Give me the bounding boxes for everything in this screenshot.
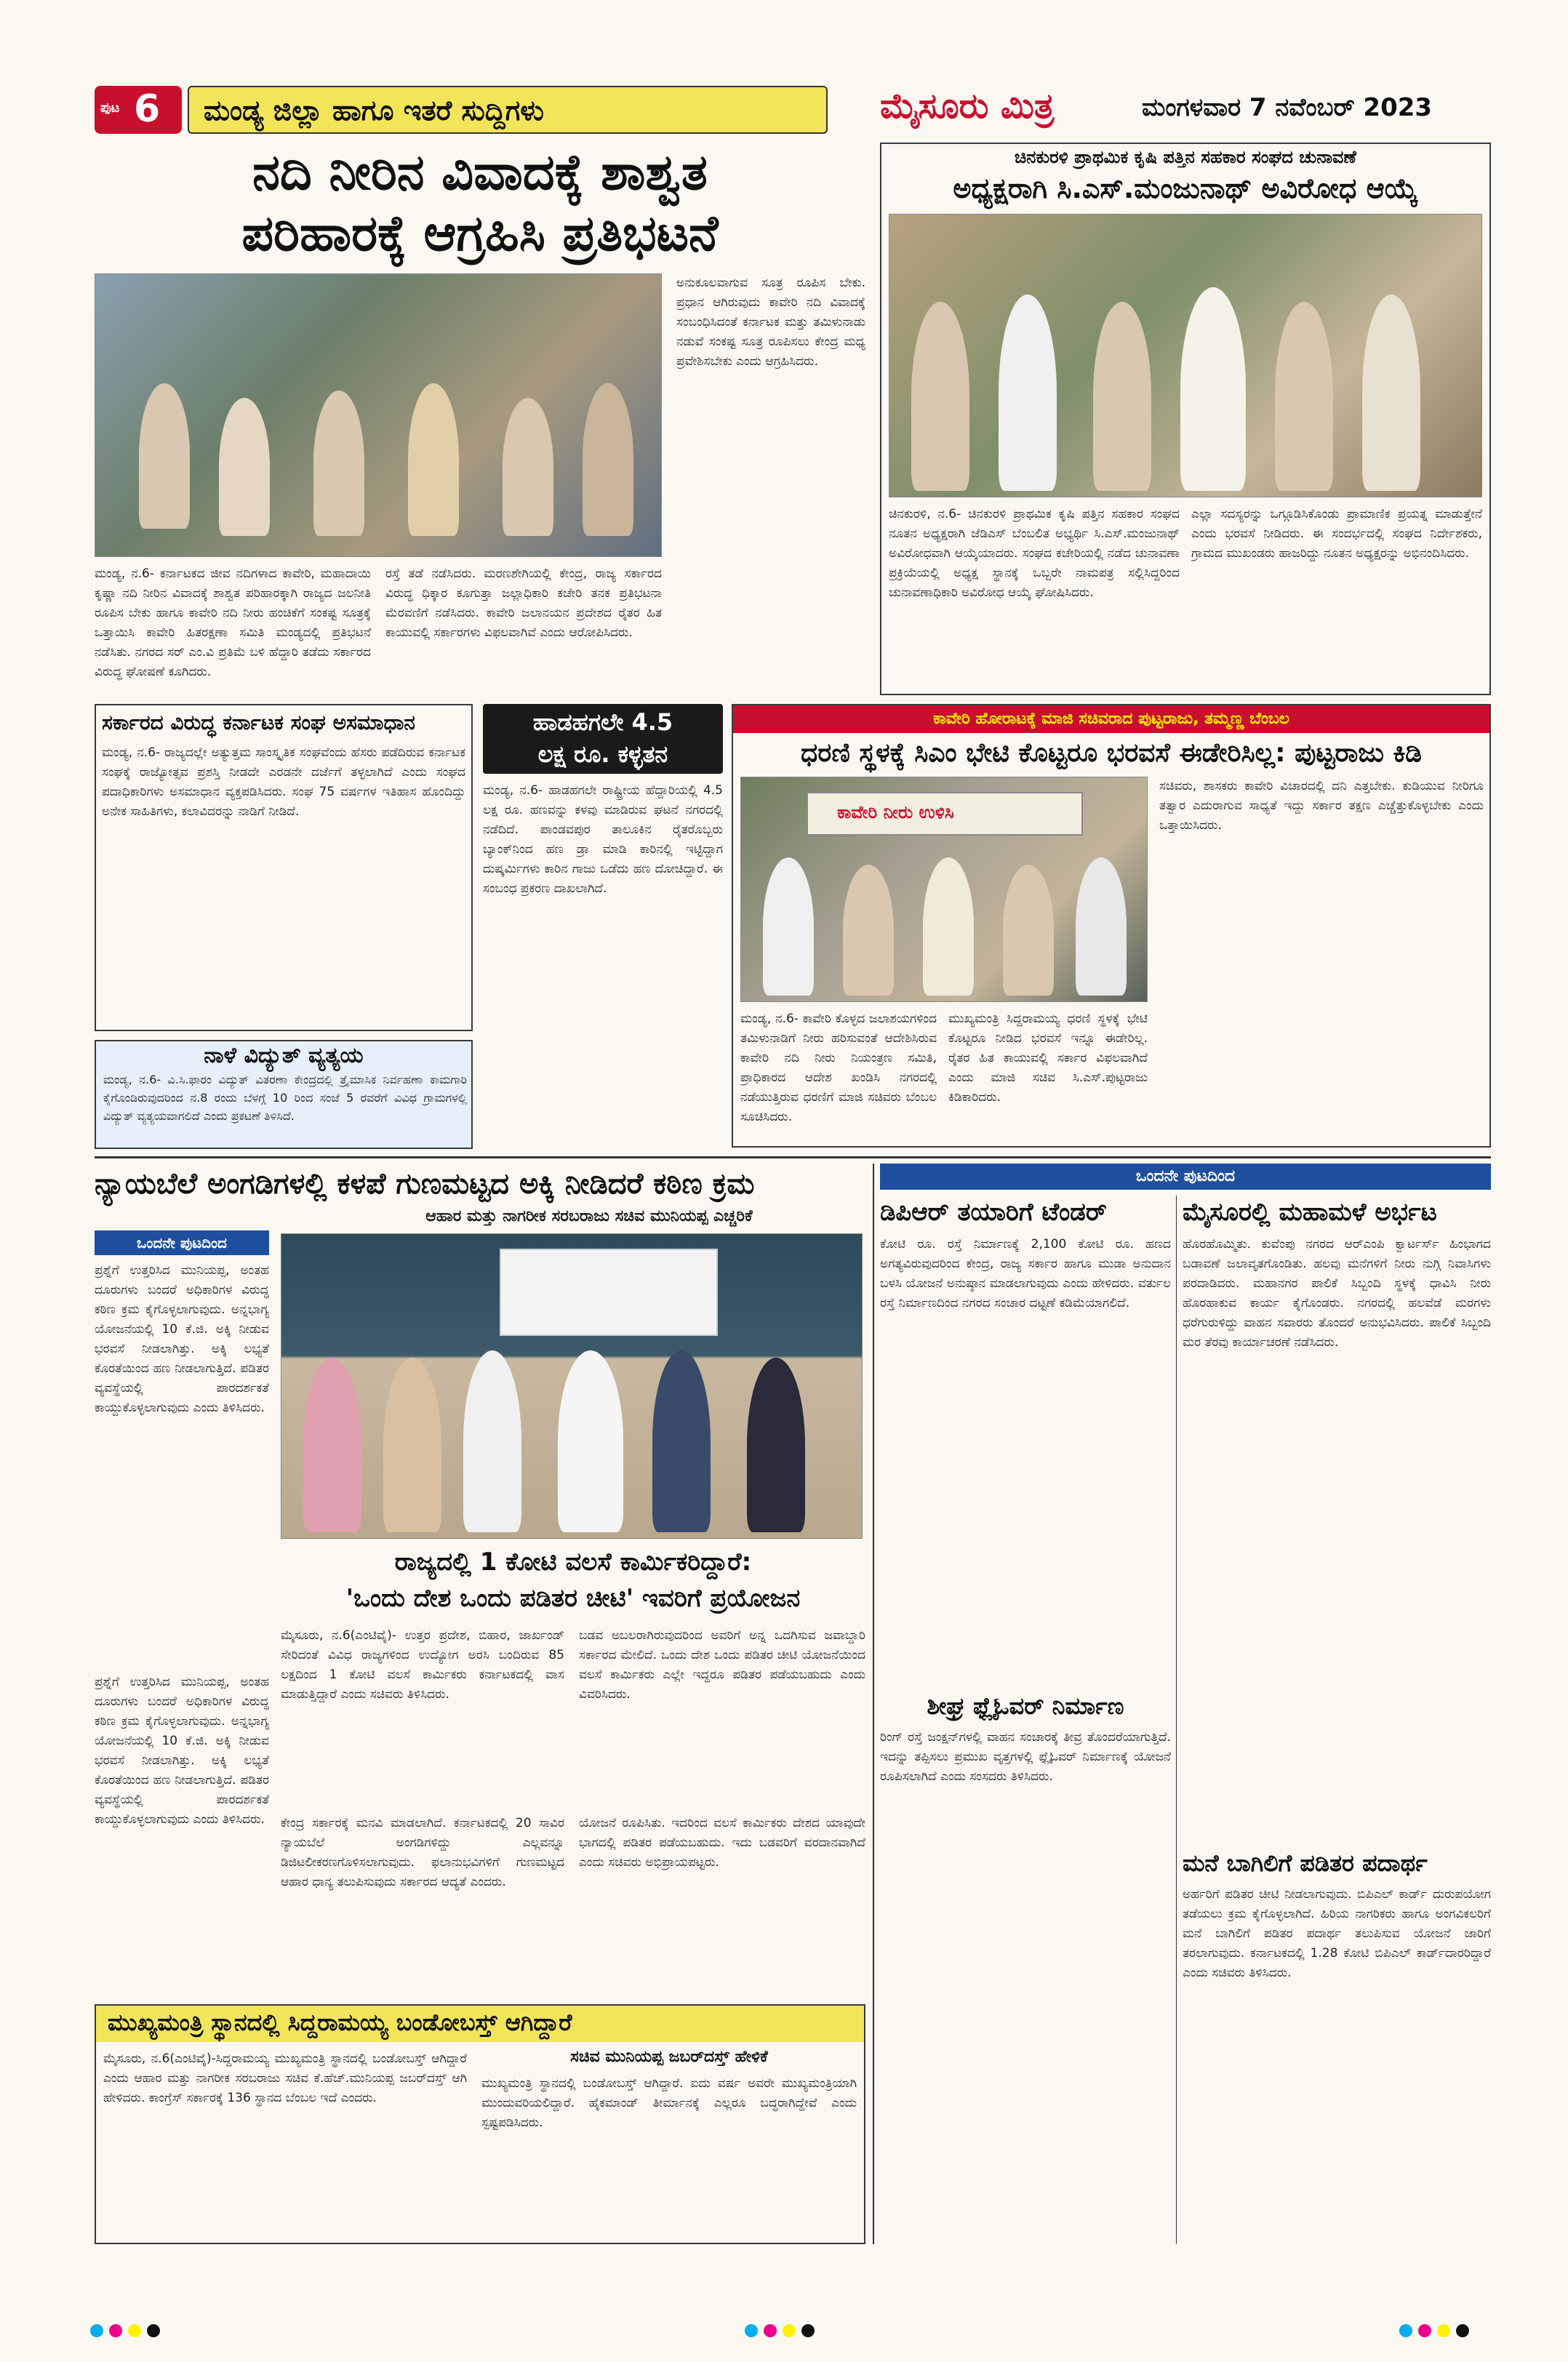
- story12-headline: ಮೈಸೂರಲ್ಲಿ ಮಹಾಮಳೆ ಅರ್ಭಟ: [1183, 1198, 1437, 1227]
- photo-dharani-protest: [740, 777, 1148, 1002]
- page-header: [95, 86, 1491, 134]
- stage-screen: [500, 1249, 718, 1336]
- story-puttaraju: [732, 704, 1491, 1148]
- masthead: ಮೈಸೂರು ಮಿತ್ರ: [880, 86, 1055, 127]
- story2-body-right: ಎಲ್ಲಾ ಸದಸ್ಯರನ್ನು ಒಗ್ಗೂಡಿಸಿಕೊಂಡು ಪ್ರಾಮಾಣಿಕ ಪ್ರಯತ್ನ ಮಾಡುತ್ತೇನೆ ಎಂದು ಭರವಸೆ ನೀಡಿದರು. ಈ ಸಂದರ್ಭದಲ್ಲಿ ಸಂಘದ ನಿರ್ದೇಶಕರು, ಗ್ರಾಮದ ಮುಖಂಡರು ಹಾಜರಿದ್ದು ನೂತನ ಅಧ್ಯಕ್ಷರನ್ನು ಅಭಿನಂದಿಸಿದರು.: [1191, 507, 1482, 561]
- story7-body: ಪ್ರಶ್ನೆಗೆ ಉತ್ತರಿಸಿದ ಮುನಿಯಪ್ಪ, ಅಂತಹ ದೂರುಗಳು ಬಂದರೆ ಅಧಿಕಾರಿಗಳ ವಿರುದ್ಧ ಕಠಿಣ ಕ್ರಮ ಕೈಗೊಳ್ಳಲಾಗುವುದು. ಅನ್ನಭಾಗ್ಯ ಯೋಜನೆಯಲ್ಲಿ 10 ಕೆ.ಜಿ. ಅಕ್ಕಿ ನೀಡುವ ಭರವಸೆ ನೀಡಲಾಗಿತ್ತು. ಅಕ್ಕಿ ಲಭ್ಯತೆ ಕೊರತೆಯಿಂದ ಹಣ ನೀಡಲಾಗುತ್ತಿದೆ. ಪಡಿತರ ವ್ಯವಸ್ಥೆಯಲ್ಲಿ ಪಾರದರ್ಶಕತೆ ಕಾಯ್ದುಕೊಳ್ಳಲಾಗುವುದು ಎಂದು ತಿಳಿಸಿದರು.: [95, 1263, 269, 1415]
- story8-body-left: ಮೈಸೂರು, ನ.6(ಎಂಟಿವೈ)- ಉತ್ತರ ಪ್ರದೇಶ, ಬಿಹಾರ, ಜಾರ್ಖಂಡ್ ಸೇರಿದಂತೆ ವಿವಿಧ ರಾಜ್ಯಗಳಿಂದ ಉದ್ಯೋಗ ಅರಸಿ ಬಂದಿರುವ 85 ಲಕ್ಷದಿಂದ 1 ಕೋಟಿ ವಲಸೆ ಕಾರ್ಮಿಕರು ಕರ್ನಾಟಕದಲ್ಲಿ ವಾಸ ಮಾಡುತ್ತಿದ್ದಾರೆ ಎಂದು ಸಚಿವರು ತಿಳಿಸಿದರು.: [281, 1628, 564, 1702]
- story-flyover: [880, 1690, 1171, 2243]
- story7-body-cont: ಪ್ರಶ್ನೆಗೆ ಉತ್ತರಿಸಿದ ಮುನಿಯಪ್ಪ, ಅಂತಹ ದೂರುಗಳು ಬಂದರೆ ಅಧಿಕಾರಿಗಳ ವಿರುದ್ಧ ಕಠಿಣ ಕ್ರಮ ಕೈಗೊಳ್ಳಲಾಗುವುದು. ಅನ್ನಭಾಗ್ಯ ಯೋಜನೆಯಲ್ಲಿ 10 ಕೆ.ಜಿ. ಅಕ್ಕಿ ನೀಡುವ ಭರವಸೆ ನೀಡಲಾಗಿತ್ತು. ಅಕ್ಕಿ ಲಭ್ಯತೆ ಕೊರತೆಯಿಂದ ಹಣ ನೀಡಲಾಗುತ್ತಿದೆ. ಪಡಿತರ ವ್ಯವಸ್ಥೆಯಲ್ಲಿ ಪಾರದರ್ಶಕತೆ ಕಾಯ್ದುಕೊಳ್ಳಲಾಗುವುದು ಎಂದು ತಿಳಿಸಿದರು.: [95, 1675, 269, 1827]
- story6-body-mid: ಮುಖ್ಯಮಂತ್ರಿ ಸಿದ್ದರಾಮಯ್ಯ ಧರಣಿ ಸ್ಥಳಕ್ಕೆ ಭೇಟಿ ಕೊಟ್ಟರೂ ನೀಡಿದ ಭರವಸೆ ಇನ್ನೂ ಈಡೇರಿಲ್ಲ. ರೈತರ ಹಿತ ಕಾಯುವಲ್ಲಿ ಸರ್ಕಾರ ವಿಫಲವಾಗಿದೆ ಎಂದು ಮಾಜಿ ಸಚಿವ ಸಿ.ಎಸ್.ಪುಟ್ಟರಾಜು ಕಿಡಿಕಾರಿದರು.: [948, 1012, 1148, 1105]
- registration-marks-left: [87, 2324, 163, 2340]
- story1-body-left: ಮಂಡ್ಯ, ನ.6- ಕರ್ನಾಟಕದ ಜೀವ ನದಿಗಳಾದ ಕಾವೇರಿ, ಮಹಾದಾಯಿ ಕೃಷ್ಣಾ ನದಿ ನೀರಿನ ವಿವಾದಕ್ಕೆ ಶಾಶ್ವತ ಪರಿಹಾರಕ್ಕಾಗಿ ರಾಜ್ಯದ ಜಲನೀತಿ ರೂಪಿಸ ಬೇಕು ಹಾಗೂ ಕಾವೇರಿ ನದಿ ನೀರು ಹಂಚಿಕೆಗೆ ಸಂಕಷ್ಟ ಸೂತ್ರಕ್ಕೆ ಒತ್ತಾಯಿಸಿ ಕಾವೇರಿ ಹಿತರಕ್ಷಣಾ ಸಮಿತಿ ಮಂಡ್ಯದಲ್ಲಿ ಪ್ರತಿಭಟನೆ ನಡೆಸಿತು. ನಗರದ ಸರ್ ಎಂ.ವಿ ಪ್ರತಿಮೆ ಬಳಿ ಹೆದ್ದಾರಿ ತಡೆದು ಸರ್ಕಾರದ ವಿರುದ್ಧ ಘೋಷಣೆ ಕೂಗಿದರು.: [95, 567, 371, 679]
- page-number-badge: [95, 86, 182, 134]
- story13-headline: ಮನೆ ಬಾಗಿಲಿಗೆ ಪಡಿತರ ಪದಾರ್ಥ: [1183, 1849, 1428, 1877]
- story-river-dispute: [95, 143, 865, 695]
- story1-body-right: ಅನುಕೂಲವಾಗುವ ಸೂತ್ರ ರೂಪಿಸ ಬೇಕು. ಪ್ರಧಾನ ಆಗಿರುವುದು ಕಾವೇರಿ ನದಿ ವಿವಾದಕ್ಕೆ ಸಂಬಂಧಿಸಿದಂತೆ ಕರ್ನಾಟಕ ಮತ್ತು ತಮಿಳುನಾಡು ನಡುವೆ ಸಂಕಷ್ಟ ಸೂತ್ರ ರೂಪಿಸಲು ಕೇಂದ್ರ ಮಧ್ಯ ಪ್ರವೇಶಿಸಬೇಕು ಎಂದು ಆಗ್ರಹಿಸಿದರು.: [676, 276, 865, 369]
- story8-headline-line1: ರಾಜ್ಯದಲ್ಲಿ 1 ಕೋಟಿ ವಲಸೆ ಕಾರ್ಮಿಕರಿದ್ದಾರೆ:: [394, 1548, 752, 1577]
- story13-body: ಅರ್ಹರಿಗೆ ಪಡಿತರ ಚೀಟಿ ನೀಡಲಾಗುವುದು. ಬಿಪಿಎಲ್ ಕಾರ್ಡ್ ದುರುಪಯೋಗ ತಡೆಯಲು ಕ್ರಮ ಕೈಗೊಳ್ಳಲಾಗಿದೆ. ಹಿರಿಯ ನಾಗರಿಕರು ಹಾಗೂ ಅಂಗವಿಕಲರಿಗೆ ಮನೆ ಬಾಗಿಲಿಗೆ ಪಡಿತರ ಪದಾರ್ಥ ತಲುಪಿಸುವ ಯೋಜನೆ ಜಾರಿಗೆ ತರಲಾಗುವುದು. ಕರ್ನಾಟಕದಲ್ಲಿ 1.28 ಕೋಟಿ ಬಿಪಿಎಲ್ ಕಾರ್ಡ್‌ದಾರರಿದ್ದಾರೆ ಎಂದು ಸಚಿವರು ತಿಳಿಸಿದರು.: [1183, 1887, 1491, 1980]
- theft-headline-box: [483, 704, 723, 774]
- story10-body: ಕೋಟಿ ರೂ. ರಸ್ತೆ ನಿರ್ಮಾಣಕ್ಕೆ 2,100 ಕೋಟಿ ರೂ. ಹಣದ ಅಗತ್ಯವಿರುವುದರಿಂದ ಕೇಂದ್ರ, ರಾಜ್ಯ ಸರ್ಕಾರ ಹಾಗೂ ಮುಡಾ ಅನುದಾನ ಬಳಸಿ ಯೋಜನೆ ಅನುಷ್ಠಾನ ಮಾಡಲಾಗುವುದು ಎಂದು ಹೇಳಿದರು. ವರ್ತುಲ ರಸ್ತೆ ನಿರ್ಮಾಣದಿಂದ ನಗರದ ಸಂಚಾರ ದಟ್ಟಣೆ ಕಡಿಮೆಯಾಗಲಿದೆ.: [880, 1237, 1171, 1310]
- protest-banner-text: ಕಾವೇರಿ ನೀರು ಉಳಿಸಿ: [837, 802, 954, 822]
- story1-body-mid: ರಸ್ತೆ ತಡೆ ನಡೆಸಿದರು. ಮರಣಶೇಗಿಯಲ್ಲಿ ಕೇಂದ್ರ, ರಾಜ್ಯ ಸರ್ಕಾರದ ವಿರುದ್ಧ ಧಿಕ್ಕಾರ ಕೂಗುತ್ತಾ ಜಲ್ಲಾಧಿಕಾರಿ ಕಚೇರಿ ತನಕ ಪ್ರತಿಭಟನಾ ಮೆರವಣಿಗೆ ನಡೆಸಿದರು. ಕಾವೇರಿ ಜಲಾನಯನ ಪ್ರದೇಶದ ರೈತರ ಹಿತ ಕಾಯುವಲ್ಲಿ ಸರ್ಕಾರಗಳು ವಿಫಲವಾಗಿವೆ ಎಂದು ಆರೋಪಿಸಿದರು.: [385, 567, 662, 640]
- story9-headline: ಮುಖ್ಯಮಂತ್ರಿ ಸ್ಥಾನದಲ್ಲಿ ಸಿದ್ದರಾಮಯ್ಯ ಬಂಡೋಬಸ್ತ್ ಆಗಿದ್ದಾರೆ: [108, 2009, 572, 2036]
- story9-body-left: ಮೈಸೂರು, ನ.6(ಎಂಟಿವೈ)-ಸಿದ್ದರಾಮಯ್ಯ ಮುಖ್ಯಮಂತ್ರಿ ಸ್ಥಾನದಲ್ಲಿ ಬಂಡೋಬಸ್ತ್ ಆಗಿದ್ದಾರೆ ಎಂದು ಆಹಾರ ಮತ್ತು ನಾಗರೀಕ ಸರಬರಾಜು ಸಚಿವ ಕೆ.ಹೆಚ್.ಮುನಿಯಪ್ಪ ಜಬರ್‌ದಸ್ತ್ ಆಗಿ ಹೇಳಿದರು. ಕಾಂಗ್ರೆಸ್ ಸರ್ಕಾರಕ್ಕೆ 136 ಸ್ಥಾನದ ಬೆಂಬಲ ಇದೆ ಎಂದರು.: [103, 2051, 467, 2105]
- story4-headline-line1: ಹಾಡಹಗಲೇ 4.5: [532, 708, 673, 736]
- story8-body-right: ಬಡವ ಅಬಲರಾಗಿರುವುದರಿಂದ ಅವರಿಗೆ ಅನ್ನ ಒದಗಿಸುವ ಜವಾಬ್ದಾರಿ ಸರ್ಕಾರದ ಮೇಲಿದೆ. ಒಂದು ದೇಶ ಒಂದು ಪಡಿತರ ಚೀಟಿ ಯೋಜನೆಯಿಂದ ವಲಸೆ ಕಾರ್ಮಿಕರು ಎಲ್ಲೇ ಇದ್ದರೂ ಪಡಿತರ ಪಡೆಯಬಹುದು ಎಂದು ವಿವರಿಸಿದರು.: [579, 1628, 865, 1702]
- story2-body-left: ಚಿನಕುರಳಿ, ನ.6- ಚಿನಕುರಳಿ ಪ್ರಾಥಮಿಕ ಕೃಷಿ ಪತ್ತಿನ ಸಹಕಾರ ಸಂಘದ ನೂತನ ಅಧ್ಯಕ್ಷರಾಗಿ ಜೆಡಿಎಸ್ ಬೆಂಬಲಿತ ಅಭ್ಯರ್ಥಿ ಸಿ.ಎಸ್.ಮಂಜುನಾಥ್ ಅವಿರೋಧವಾಗಿ ಆಯ್ಕೆಯಾದರು. ಸಂಘದ ಕಚೇರಿಯಲ್ಲಿ ನಡೆದ ಚುನಾವಣಾ ಪ್ರಕ್ರಿಯೆಯಲ್ಲಿ ಅಧ್ಯಕ್ಷ ಸ್ಥಾನಕ್ಕೆ ಒಬ್ಬರೇ ನಾಮಪತ್ರ ಸಲ್ಲಿಸಿದ್ದರಿಂದ ಚುನಾವಣಾಧಿಕಾರಿ ಅವಿರೋಧ ಆಯ್ಕೆ ಘೋಷಿಸಿದರು.: [889, 507, 1180, 600]
- story9-subhead: ಸಚಿವ ಮುನಿಯಪ್ಪ ಜಬರ್‌ದಸ್ತ್ ಹೇಳಿಕೆ: [570, 2048, 768, 2066]
- story2-kicker: ಚಿನಕುರಳಿ ಪ್ರಾಥಮಿಕ ಕೃಷಿ ಪತ್ತಿನ ಸಹಕಾರ ಸಂಘದ ಚುನಾವಣೆ: [1015, 147, 1356, 167]
- divider-mid: [95, 1156, 1491, 1158]
- story7-body-right-cont: ಕೇಂದ್ರ ಸರ್ಕಾರಕ್ಕೆ ಮನವಿ ಮಾಡಲಾಗಿದೆ. ಕರ್ನಾಟಕದಲ್ಲಿ 20 ಸಾವಿರ ನ್ಯಾಯಬೆಲೆ ಅಂಗಡಿಗಳಿದ್ದು ಎಲ್ಲವನ್ನೂ ಡಿಜಿಟಲೀಕರಣಗೊಳಿಸಲಾಗುವುದು. ಫಲಾನುಭವಿಗಳಿಗೆ ಗುಣಮಟ್ಟದ ಆಹಾರ ಧಾನ್ಯ ತಲುಪಿಸುವುದು ಸರ್ಕಾರದ ಆದ್ಯತೆ ಎಂದರು.: [281, 1816, 564, 1889]
- story-dpr-tender: [880, 1196, 1171, 1690]
- story8-headline-line2: 'ಒಂದು ದೇಶ ಒಂದು ಪಡಿತರ ಚೀಟಿ' ಇವರಿಗೆ ಪ್ರಯೋಜನ: [345, 1584, 801, 1613]
- photo-election-felicitation: [889, 214, 1482, 497]
- story7-subhead: ಆಹಾರ ಮತ್ತು ನಾಗರೀಕ ಸರಬರಾಜು ಸಚಿವ ಮುನಿಯಪ್ಪ ಎಚ್ಚರಿಕೆ: [425, 1207, 753, 1225]
- story6-kicker: ಕಾವೇರಿ ಹೋರಾಟಕ್ಕೆ ಮಾಜಿ ಸಚಿವರಾದ ಪುಟ್ಟರಾಜು, ತಮ್ಮಣ್ಣ ಬೆಂಬಲ: [933, 710, 1289, 728]
- story5-body: ಮಂಡ್ಯ, ನ.6- ವಿ.ಸಿ.ಫಾರಂ ವಿದ್ಯುತ್ ವಿತರಣಾ ಕೇಂದ್ರದಲ್ಲಿ ತ್ರೈಮಾಸಿಕ ನಿರ್ವಹಣಾ ಕಾಮಗಾರಿ ಕೈಗೊಂಡಿರುವುದರಿಂದ ನ.8 ರಂದು ಬೆಳಗ್ಗೆ 10 ರಿಂದ ಸಂಜೆ 5 ರವರೆಗೆ ವಿವಿಧ ಗ್ರಾಮಗಳಲ್ಲಿ ವಿದ್ಯುತ್ ವ್ಯತ್ಯಯವಾಗಲಿದೆ ಎಂದು ಪ್ರಕಟಣೆ ತಿಳಿಸಿದೆ.: [103, 1073, 467, 1123]
- story6-headline: ಧರಣಿ ಸ್ಥಳಕ್ಕೆ ಸಿಎಂ ಭೇಟಿ ಕೊಟ್ಟರೂ ಭರವಸೆ ಈಡೇರಿಸಿಲ್ಲ: ಪುಟ್ಟರಾಜು ಕಿಡಿ: [801, 738, 1422, 768]
- story11-headline: ಶೀಘ್ರ ಫ್ಲೈಓವರ್ ನಿರ್ಮಾಣ: [927, 1692, 1124, 1720]
- story4-headline-line2: ಲಕ್ಷ ರೂ. ಕಳ್ಳತನ: [537, 740, 668, 768]
- story-cm-bandobast: [95, 2004, 865, 2244]
- story9-body-right: ಮುಖ್ಯಮಂತ್ರಿ ಸ್ಥಾನದಲ್ಲಿ ಬಂಡೋಬಸ್ತ್ ಆಗಿದ್ದಾರೆ. ಐದು ವರ್ಷ ಅವರೇ ಮುಖ್ಯಮಂತ್ರಿಯಾಗಿ ಮುಂದುವರಿಯಲಿದ್ದಾರೆ. ಹೈಕಮಾಂಡ್ ತೀರ್ಮಾನಕ್ಕೆ ಎಲ್ಲರೂ ಬದ್ಧರಾಗಿದ್ದೇವೆ ಎಂದು ಸ್ಪಷ್ಟಪಡಿಸಿದರು.: [481, 2076, 857, 2130]
- registration-marks-right: [1396, 2324, 1472, 2340]
- headline-river-line2: ಪರಿಹಾರಕ್ಕೆ ಆಗ್ರಹಿಸಿ ಪ್ರತಿಭಟನೆ: [241, 205, 719, 263]
- divider-col-right: [873, 1164, 874, 2244]
- story6-body-left: ಮಂಡ್ಯ, ನ.6- ಕಾವೇರಿ ಕೊಳ್ಳದ ಜಲಾಶಯಗಳಿಂದ ತಮಿಳುನಾಡಿಗೆ ನೀರು ಹರಿಸುವಂತೆ ಆದೇಶಿಸಿರುವ ಕಾವೇರಿ ನದಿ ನೀರು ನಿಯಂತ್ರಣ ಸಮಿತಿ, ಪ್ರಾಧಿಕಾರದ ಆದೇಶ ಖಂಡಿಸಿ ನಗರದಲ್ಲಿ ನಡೆಯುತ್ತಿರುವ ಧರಣಿಗೆ ಮಾಜಿ ಸಚಿವರು ಬೆಂಬಲ ಸೂಚಿಸಿದರು.: [740, 1012, 937, 1124]
- story-chinakurali-election: [880, 143, 1491, 695]
- story6-body-right: ಸಚಿವರು, ಶಾಸಕರು ಕಾವೇರಿ ವಿಚಾರದಲ್ಲಿ ದನಿ ಎತ್ತಬೇಕು. ಕುಡಿಯುವ ನೀರಿಗೂ ತತ್ವಾರ ಎದುರಾಗುವ ಸಾಧ್ಯತೆ ಇದ್ದು ಸರ್ಕಾರ ತಕ್ಷಣ ಎಚ್ಚೆತ್ತುಕೊಳ್ಳಬೇಕು ಎಂದು ಒತ್ತಾಯಿಸಿದರು.: [1159, 779, 1484, 833]
- story10-tag: ಒಂದನೇ ಪುಟದಿಂದ: [880, 1164, 1491, 1190]
- divider-col-inner: [1176, 1196, 1177, 2244]
- story7-tag: ಒಂದನೇ ಪುಟದಿಂದ: [95, 1230, 269, 1255]
- photo-protest-road: [95, 273, 662, 557]
- page-number: 6: [134, 87, 161, 131]
- protest-banner: [807, 792, 1083, 836]
- photo-lamp-lighting: [281, 1233, 863, 1539]
- section-title-box: [188, 86, 828, 134]
- story10-headline: ಡಿಪಿಆರ್ ತಯಾರಿಗೆ ಟೆಂಡರ್: [880, 1198, 1107, 1227]
- story-doorstep-ration: [1183, 1847, 1491, 2244]
- headline-river-line1: ನದಿ ನೀರಿನ ವಿವಾದಕ್ಕೆ ಶಾಶ್ವತ: [252, 144, 708, 201]
- story11-body: ರಿಂಗ್ ರಸ್ತೆ ಜಂಕ್ಷನ್‌ಗಳಲ್ಲಿ ವಾಹನ ಸಂಚಾರಕ್ಕೆ ತೀವ್ರ ತೊಂದರೆಯಾಗುತ್ತಿದೆ. ಇದನ್ನು ತಪ್ಪಿಸಲು ಪ್ರಮುಖ ವೃತ್ತಗಳಲ್ಲಿ ಫ್ಲೈಓವರ್ ನಿರ್ಮಾಣಕ್ಕೆ ಯೋಜನೆ ರೂಪಿಸಲಾಗಿದೆ ಎಂದು ಸಂಸದರು ತಿಳಿಸಿದರು.: [880, 1730, 1171, 1784]
- story12-body: ಹೊರಹೊಮ್ಮಿತು. ಕುವೆಂಪು ನಗರದ ಆರ್‌ಎಂಪಿ ಕ್ವಾರ್ಟರ್ಸ್ ಹಿಂಭಾಗದ ಬಡಾವಣೆ ಜಲಾವೃತಗೊಂಡಿತು. ಹಲವು ಮನೆಗಳಿಗೆ ನೀರು ನುಗ್ಗಿ ನಿವಾಸಿಗಳು ಪರದಾಡಿದರು. ಮಹಾನಗರ ಪಾಲಿಕೆ ಸಿಬ್ಬಂದಿ ಸ್ಥಳಕ್ಕೆ ಧಾವಿಸಿ ನೀರು ಹೊರಹಾಕುವ ಕಾರ್ಯ ಕೈಗೊಂಡರು. ನಗರದಲ್ಲಿ ಹಲವೆಡೆ ಮರಗಳು ಧರೆಗುರುಳಿದ್ದು ವಾಹನ ಸವಾರರು ತೊಂದರೆ ಅನುಭವಿಸಿದರು. ಪಾಲಿಕೆ ಸಿಬ್ಬಂದಿ ಮರ ತೆರವು ಕಾರ್ಯಾಚರಣೆ ನಡೆಸಿದರು.: [1183, 1237, 1491, 1350]
- story3-headline: ಸರ್ಕಾರದ ವಿರುದ್ಧ ಕರ್ನಾಟಕ ಸಂಘ ಅಸಮಾಧಾನ: [102, 710, 415, 734]
- story6-kicker-bar: [733, 705, 1489, 733]
- story3-body: ಮಂಡ್ಯ, ನ.6- ರಾಜ್ಯದಲ್ಲೇ ಅತ್ಯುತ್ತಮ ಸಾಂಸ್ಕೃತಿಕ ಸಂಘವೆಂದು ಹೆಸರು ಪಡೆದಿರುವ ಕರ್ನಾಟಕ ಸಂಘಕ್ಕೆ ರಾಜ್ಯೋತ್ಸವ ಪ್ರಶಸ್ತಿ ನೀಡದೇ ಎರಡನೇ ದರ್ಜೆಗೆ ತಳ್ಳಲಾಗಿದೆ ಎಂದು ಸಂಘದ ಪದಾಧಿಕಾರಿಗಳು ಅಸಮಾಧಾನ ವ್ಯಕ್ತಪಡಿಸಿದರು. ಸಂಘ 75 ವರ್ಷಗಳ ಇತಿಹಾಸ ಹೊಂದಿದ್ದು ಅನೇಕ ಸಾಹಿತಿಗಳು, ಕಲಾವಿದರನ್ನು ನಾಡಿಗೆ ನೀಡಿದೆ.: [102, 745, 465, 819]
- story-theft: [483, 704, 723, 1148]
- page-label: ಪುಟ: [100, 100, 120, 116]
- story9-headline-bar: [96, 2006, 864, 2042]
- issue-date: ಮಂಗಳವಾರ 7 ನವೆಂಬರ್ 2023: [1142, 93, 1433, 122]
- story-karnataka-sangha: [95, 704, 473, 1031]
- story-power-cut: [95, 1040, 473, 1149]
- story5-headline: ನಾಳೆ ವಿದ್ಯುತ್ ವ್ಯತ್ಯಯ: [204, 1043, 364, 1068]
- story-migrant-workers: [281, 1545, 865, 1995]
- registration-marks-center: [742, 2324, 817, 2340]
- story4-body: ಮಂಡ್ಯ, ನ.6- ಹಾಡಹಗಲೇ ರಾಷ್ಟ್ರೀಯ ಹೆದ್ದಾರಿಯಲ್ಲಿ 4.5 ಲಕ್ಷ ರೂ. ಹಣವನ್ನು ಕಳವು ಮಾಡಿರುವ ಘಟನೆ ನಗರದಲ್ಲಿ ನಡೆದಿದೆ. ಪಾಂಡವಪುರ ತಾಲೂಕಿನ ರೈತರೊಬ್ಬರು ಬ್ಯಾಂಕ್‌ನಿಂದ ಹಣ ಡ್ರಾ ಮಾಡಿ ಕಾರಿನಲ್ಲಿ ಇಟ್ಟಿದ್ದಾಗ ದುಷ್ಕರ್ಮಿಗಳು ಕಾರಿನ ಗಾಜು ಒಡೆದು ಹಣ ದೋಚಿದ್ದಾರೆ. ಈ ಸಂಬಂಧ ಪ್ರಕರಣ ದಾಖಲಾಗಿದೆ.: [483, 783, 723, 896]
- story7-headline: ನ್ಯಾಯಬೆಲೆ ಅಂಗಡಿಗಳಲ್ಲಿ ಕಳಪೆ ಗುಣಮಟ್ಟದ ಅಕ್ಕಿ ನೀಡಿದರೆ ಕಠಿಣ ಕ್ರಮ: [95, 1167, 755, 1201]
- story7-body-right2: ಯೋಜನೆ ರೂಪಿಸಿತು. ಇದರಿಂದ ವಲಸೆ ಕಾರ್ಮಿಕರು ದೇಶದ ಯಾವುದೇ ಭಾಗದಲ್ಲಿ ಪಡಿತರ ಪಡೆಯಬಹುದು. ಇದು ಬಡವರಿಗೆ ವರದಾನವಾಗಿದೆ ಎಂದು ಸಚಿವರು ಅಭಿಪ್ರಾಯಪಟ್ಟರು.: [579, 1816, 865, 1870]
- story2-headline: ಅಧ್ಯಕ್ಷರಾಗಿ ಸಿ.ಎಸ್.ಮಂಜುನಾಥ್ ಅವಿರೋಧ ಆಯ್ಕೆ: [953, 172, 1418, 204]
- section-title: ಮಂಡ್ಯ ಜಿಲ್ಲಾ ಹಾಗೂ ಇತರೆ ಸುದ್ದಿಗಳು: [204, 95, 544, 127]
- story-mysuru-rain: [1183, 1196, 1491, 1843]
